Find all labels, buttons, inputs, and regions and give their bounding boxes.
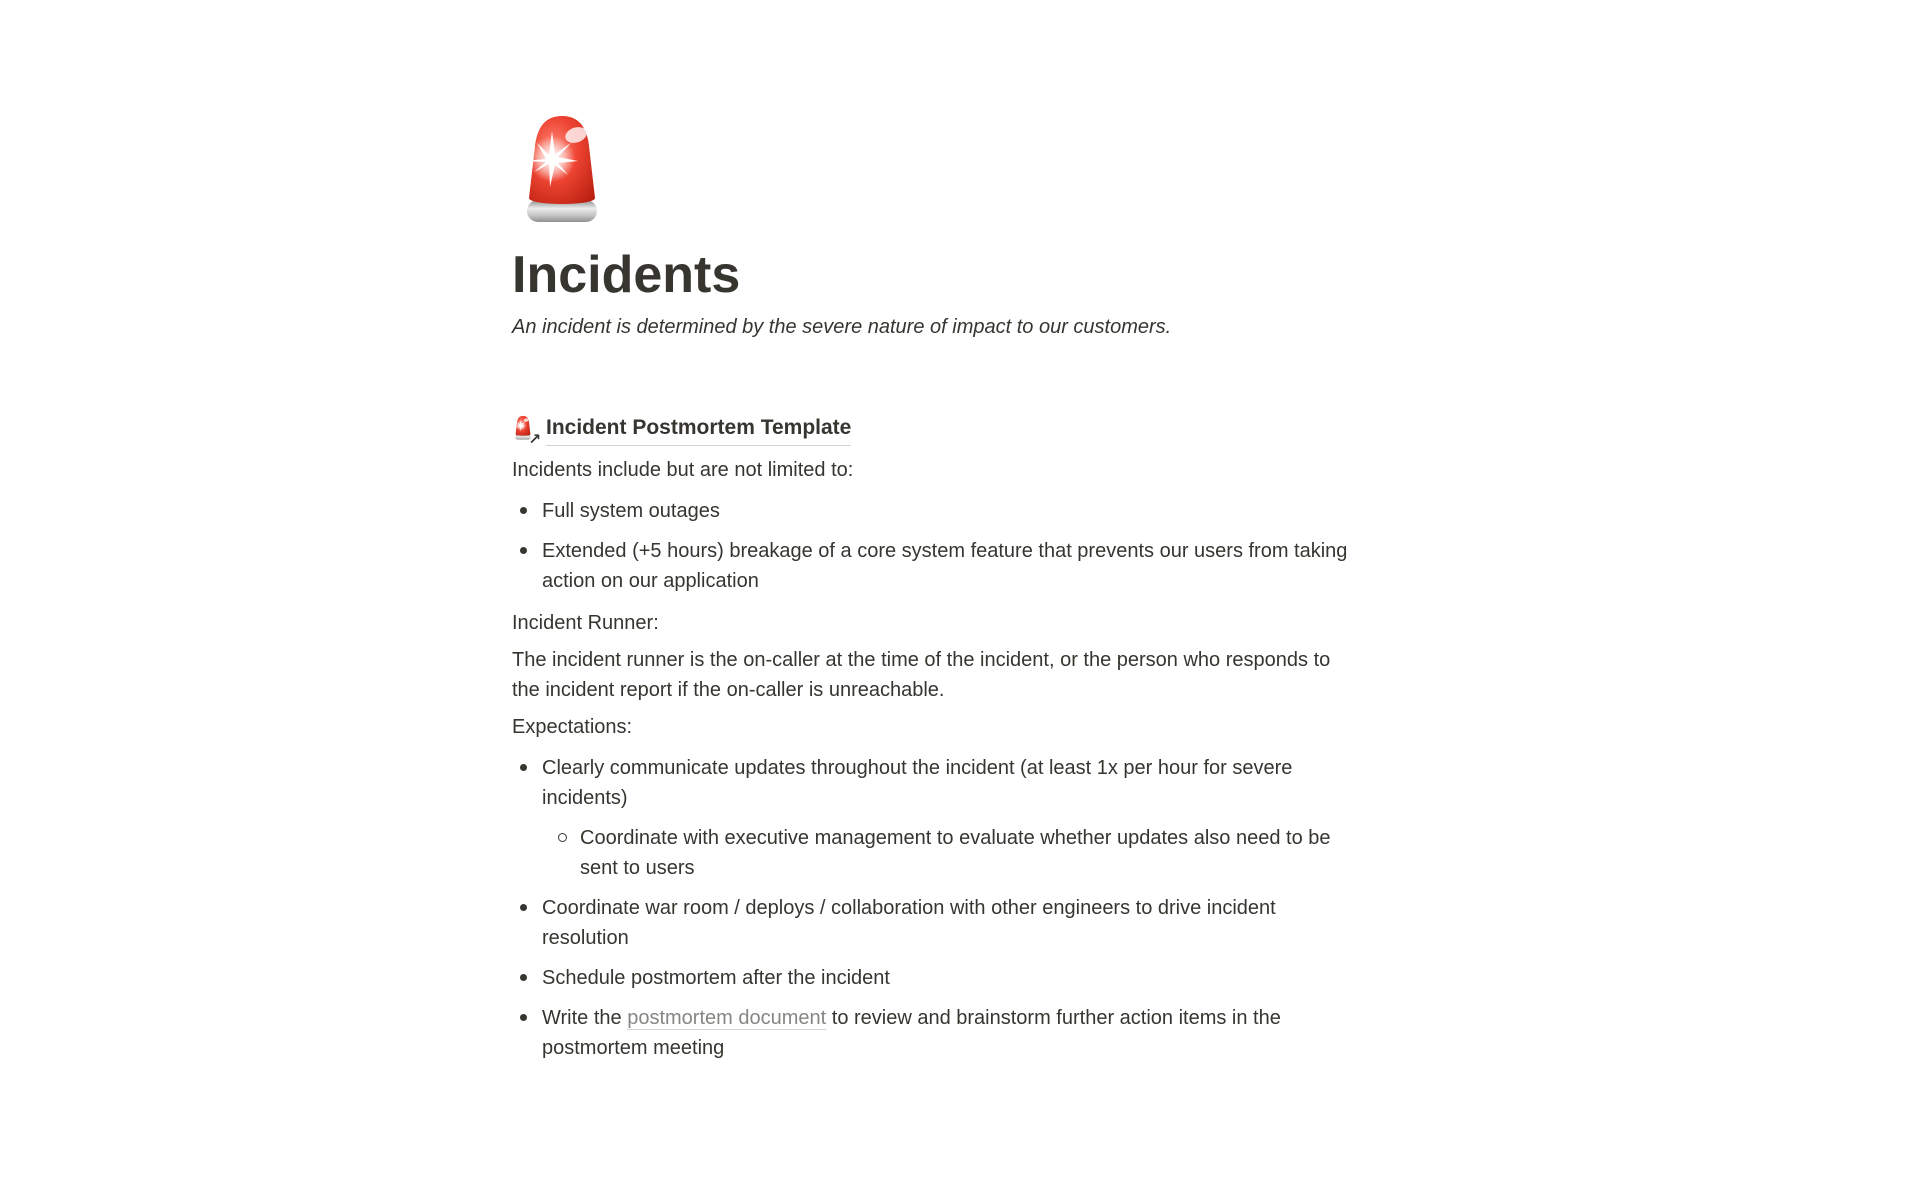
- subpage-link-label: Incident Postmortem Template: [546, 413, 851, 446]
- expectations-heading[interactable]: Expectations:: [512, 716, 633, 738]
- list-item-text: Full system outages: [542, 500, 720, 522]
- incident-runner-heading[interactable]: Incident Runner:: [512, 612, 659, 634]
- bullet-marker: [512, 904, 542, 911]
- incident-runner-body[interactable]: The incident runner is the on-caller at the time of the incident, or the person who responds to the incident report if the on-caller is unreachable.: [512, 649, 1331, 701]
- list-item[interactable]: [512, 748, 1357, 818]
- list-item[interactable]: [512, 531, 1357, 601]
- scope-bullet-list: [512, 491, 1357, 601]
- bullet-text-prefix: Write the: [542, 1007, 628, 1029]
- rotating-light-emoji: [514, 112, 610, 228]
- bullet-marker: [512, 547, 542, 554]
- list-item-text: Coordinate with executive management to evaluate whether updates also need to be sent to users: [580, 827, 1331, 879]
- bullet-marker: [512, 764, 542, 771]
- notion-page-content: [512, 0, 1357, 1068]
- expectations-bullet-list: [512, 748, 1357, 1068]
- list-item[interactable]: [512, 491, 1357, 531]
- bullet-marker: [512, 1014, 542, 1021]
- bullet-marker: [512, 507, 542, 514]
- bullet-marker: [512, 974, 542, 981]
- list-item[interactable]: [512, 888, 1357, 958]
- arrow-up-right-icon: ↗: [528, 430, 541, 448]
- list-item-text: Schedule postmortem after the incident: [542, 967, 890, 989]
- list-item-nested[interactable]: [550, 818, 1357, 888]
- scope-lead-text[interactable]: Incidents include but are not limited to:: [512, 459, 854, 481]
- list-item-text: [542, 1003, 1357, 1063]
- list-item-text: Coordinate war room / deploys / collaboration with other engineers to drive incident resolution: [542, 897, 1276, 949]
- subpage-link-incident-postmortem-template[interactable]: [512, 410, 851, 448]
- rotating-light-icon: [512, 415, 541, 448]
- page-title[interactable]: Incidents: [512, 246, 741, 304]
- bullet-marker-hollow: [550, 834, 580, 842]
- page-icon-rotating-light[interactable]: [514, 112, 610, 228]
- page-subtitle[interactable]: An incident is determined by the severe nature of impact to our customers.: [512, 316, 1172, 338]
- bullet-text-suffix: to review and brainstorm further action items in the postmortem meeting: [542, 1007, 1281, 1059]
- list-item[interactable]: [512, 998, 1357, 1068]
- list-item-text: Extended (+5 hours) breakage of a core system feature that prevents our users from taking action on our application: [542, 540, 1348, 592]
- list-item-text: Clearly communicate updates throughout the incident (at least 1x per hour for severe incidents): [542, 757, 1293, 809]
- postmortem-document-link[interactable]: postmortem document: [627, 1007, 827, 1029]
- list-item[interactable]: [512, 958, 1357, 998]
